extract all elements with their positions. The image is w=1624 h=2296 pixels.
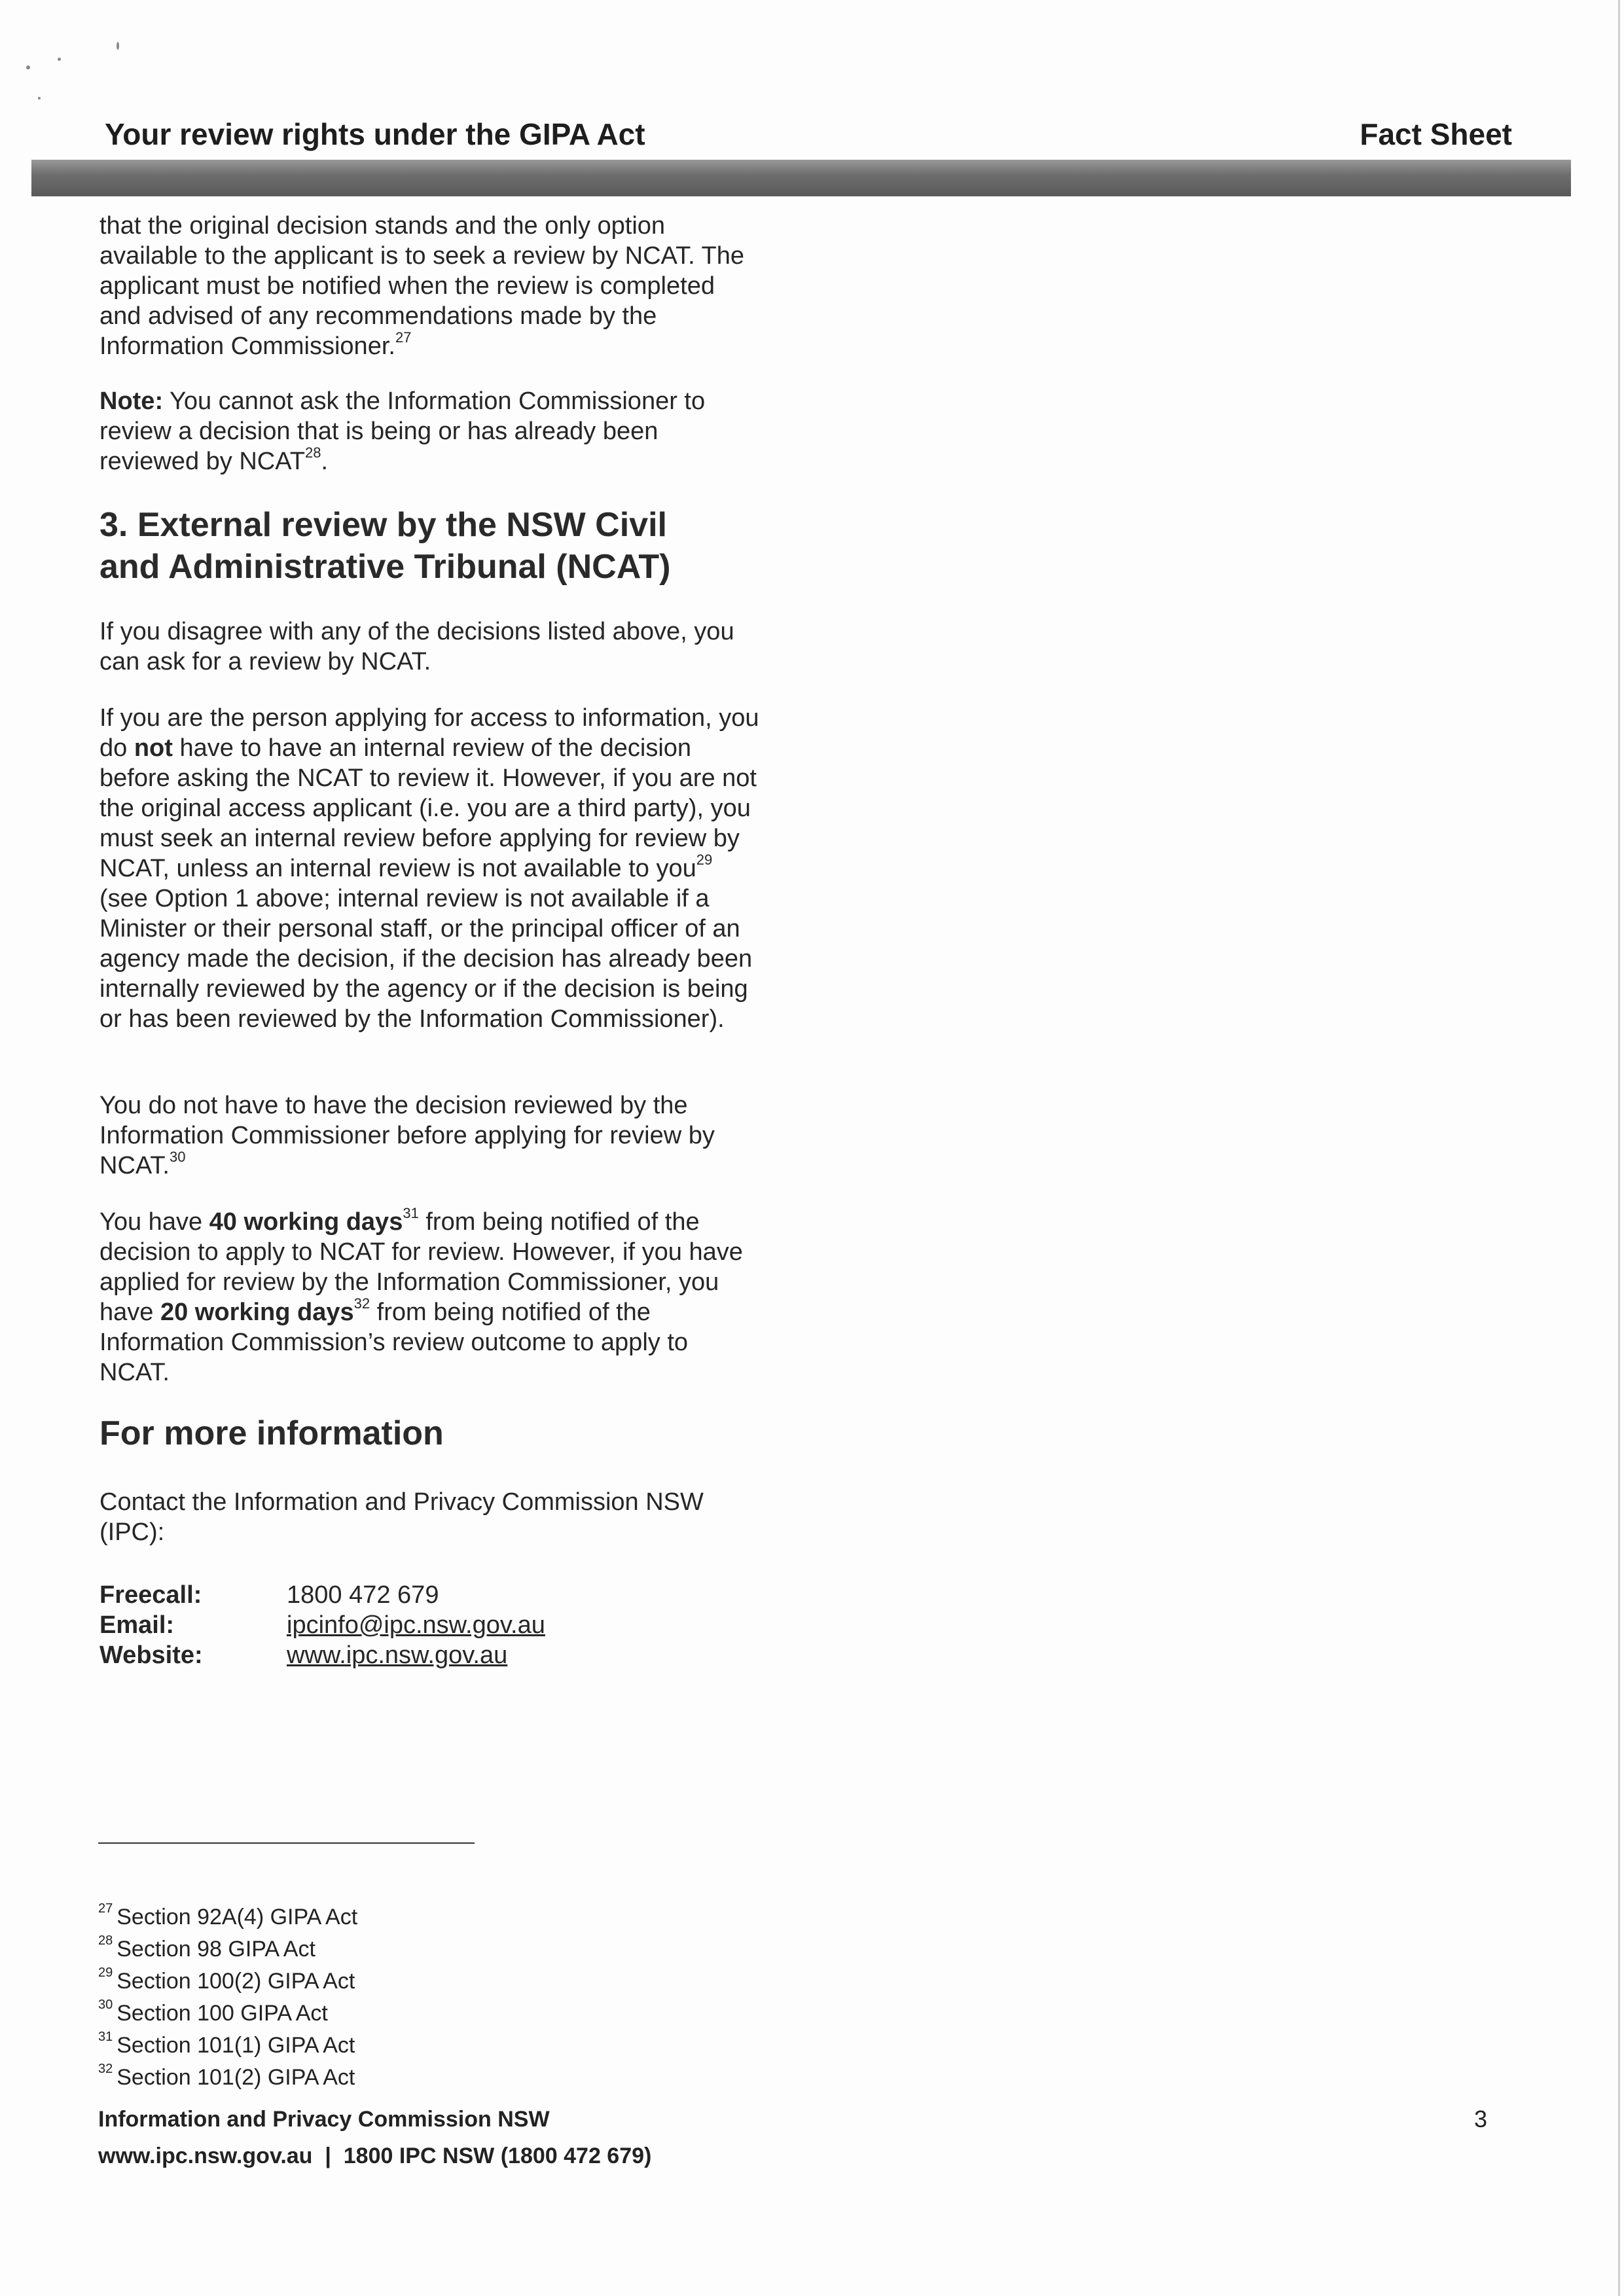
note-paragraph [99, 386, 754, 476]
footnote-ref: 30 [169, 1149, 186, 1166]
footnotes [98, 1901, 357, 2094]
section-3-p1-text: If you disagree with any of the decisions listed above, you can ask for a review by NCAT. [99, 618, 734, 675]
footnote-divider [98, 1842, 475, 1844]
section-3-p2 [99, 703, 767, 1034]
footnote-text: Section 101(1) GIPA Act [117, 2033, 355, 2058]
footnote-item [98, 1901, 357, 1933]
section-3-heading-line2: and Administrative Tribunal (NCAT) [99, 548, 671, 586]
scan-speck [38, 97, 41, 99]
phone-number: 1800 472 679 [287, 1581, 439, 1609]
scan-edge [1618, 0, 1620, 2296]
section-3-p4 [99, 1207, 754, 1388]
footnote-text: Section 100 GIPA Act [117, 2001, 328, 2026]
note-text: You cannot ask the Information Commissioner to review a decision that is being or has already been reviewed by NCAT [99, 387, 706, 475]
header-bar [31, 160, 1571, 196]
p2-part-b: have to have an internal review of the decision before asking the NCAT to review it. However, if you are not the original access applicant (i.e. you are a third party), you must seek an internal review before applying for review by NCAT, unless an internal review is not available to you [99, 734, 757, 882]
note-label: Note: [99, 387, 164, 415]
section-3-p3 [99, 1090, 761, 1181]
footnote-item [98, 1965, 357, 1998]
contact-label: Website: [99, 1641, 203, 1669]
p4-part-c: from being notified of the Information Commission’s review outcome to apply to NCAT. [99, 1299, 689, 1386]
footnote-text: Section 100(2) GIPA Act [117, 1969, 355, 1994]
footnote-ref: 27 [395, 329, 412, 346]
section-3-heading [99, 504, 671, 588]
footnote-ref: 28 [304, 444, 321, 461]
footnote-number: 27 [98, 1901, 113, 1916]
footnote-item [98, 1998, 357, 2030]
website-link[interactable]: www.ipc.nsw.gov.au [287, 1641, 508, 1669]
more-info-intro-text: Contact the Information and Privacy Commission NSW (IPC): [99, 1488, 704, 1546]
footnote-item [98, 1933, 357, 1965]
footnote-text: Section 92A(4) GIPA Act [117, 1905, 358, 1929]
header-title: Your review rights under the GIPA Act [105, 117, 645, 151]
section-3-p1 [99, 617, 774, 677]
p4-part-a: You have [99, 1208, 209, 1236]
contact-row-website [99, 1640, 545, 1670]
contact-label: Freecall: [99, 1581, 202, 1609]
email-link[interactable]: ipcinfo@ipc.nsw.gov.au [287, 1611, 545, 1639]
footnote-number: 32 [98, 2061, 113, 2076]
continuation-text: that the original decision stands and the only option available to the applicant is to seek a review by NCAT. The applicant must be notified when the review is completed and advised of any recommendations made by the Information Commissioner. [99, 212, 744, 360]
footnote-ref: 32 [353, 1295, 370, 1312]
footnote-number: 29 [98, 1965, 113, 1980]
section-3-heading-line1: 3. External review by the NSW Civil [99, 506, 667, 544]
footnote-item [98, 2062, 357, 2094]
footnote-text: Section 101(2) GIPA Act [117, 2065, 355, 2090]
page-number: 3 [1474, 2106, 1488, 2132]
p2-part-c: (see Option 1 above; internal review is not available if a Minister or their personal staff, or the principal officer of an agency made the decision, if the decision has already been internally reviewed by the agency or if the decision is being or has been reviewed by the Information Commissioner). [99, 885, 753, 1033]
footer-contact-line: www.ipc.nsw.gov.au | 1800 IPC NSW (1800 472 679) [98, 2144, 652, 2168]
p2-part-a: If you are the person applying for access to information, you do [99, 704, 759, 762]
page-footer [98, 2101, 651, 2174]
note-end: . [321, 448, 328, 475]
p4-bold-2: 20 working days [160, 1299, 354, 1326]
contact-label: Email: [99, 1611, 175, 1639]
p4-part-b: from being notified of the decision to apply to NCAT for review. However, if you have applied for review by the Information Commissioner, you have [99, 1208, 743, 1326]
p4-bold-1: 40 working days [209, 1208, 403, 1236]
p3-text: You do not have to have the decision reviewed by the Information Commissioner before applying for review by NCAT. [99, 1092, 715, 1179]
footnote-number: 31 [98, 2029, 113, 2044]
p2-bold: not [134, 734, 173, 762]
continuation-paragraph [99, 211, 754, 361]
header-label: Fact Sheet [1360, 117, 1512, 151]
footnote-item [98, 2030, 357, 2062]
footer-org: Information and Privacy Commission NSW [98, 2107, 550, 2132]
page-header [105, 117, 1512, 156]
contact-list [99, 1580, 545, 1670]
footnote-number: 30 [98, 1997, 113, 2012]
footnote-number: 28 [98, 1933, 113, 1948]
scan-speck [58, 58, 61, 61]
contact-row-freecall [99, 1580, 545, 1610]
contact-row-email [99, 1610, 545, 1640]
more-info-heading: For more information [99, 1414, 444, 1452]
scan-speck [117, 42, 119, 50]
more-info-intro [99, 1487, 754, 1547]
footnote-ref: 29 [696, 852, 713, 869]
scan-speck [26, 65, 30, 69]
footnote-ref: 31 [403, 1205, 419, 1222]
footnote-text: Section 98 GIPA Act [117, 1937, 316, 1962]
